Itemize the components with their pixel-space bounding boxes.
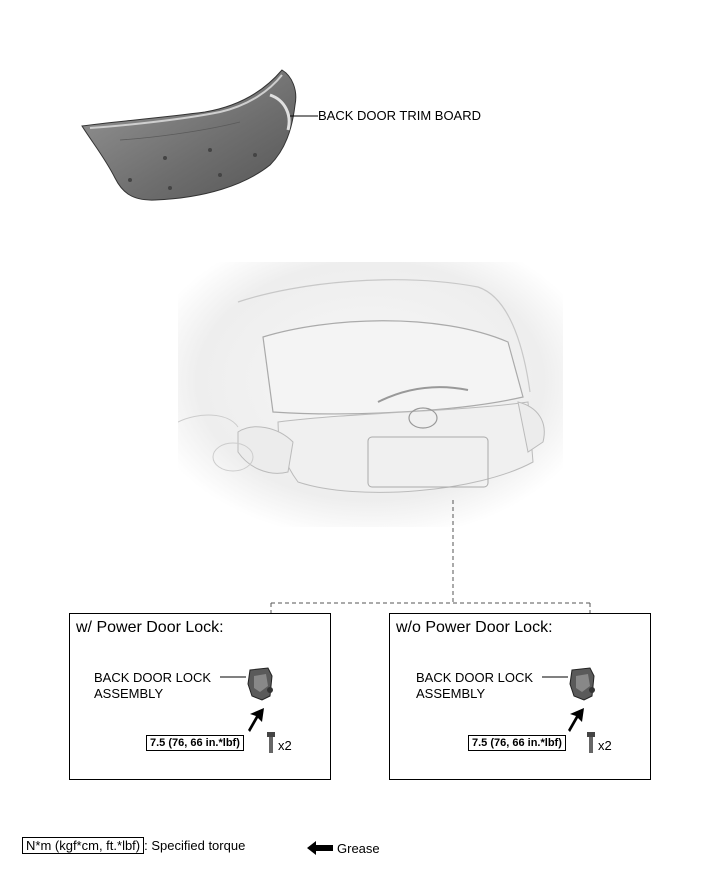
lock-assembly-icon	[564, 666, 602, 704]
quantity-label: x2	[278, 738, 292, 753]
trim-board-leader-line	[290, 100, 320, 120]
torque-value: 7.5 (76, 66 in.*lbf)	[468, 735, 566, 751]
torque-legend-key: N*m (kgf*cm, ft.*lbf)	[22, 837, 144, 854]
trim-board-label: BACK DOOR TRIM BOARD	[318, 108, 482, 123]
part-label-line1: BACK DOOR LOCK	[416, 670, 534, 685]
torque-value: 7.5 (76, 66 in.*lbf)	[146, 735, 244, 751]
grease-legend-arrow-icon	[307, 841, 333, 855]
torque-legend	[22, 838, 245, 854]
part-label-line2: ASSEMBLY	[416, 686, 486, 701]
torque-legend-desc: : Specified torque	[144, 838, 246, 853]
panel-without-power-door-lock	[389, 613, 651, 780]
part-label-line1: BACK DOOR LOCK	[94, 670, 212, 685]
grease-legend-label: Grease	[337, 841, 380, 856]
bolt-icon	[266, 732, 276, 754]
panel-with-power-door-lock	[69, 613, 331, 780]
panel-title: w/o Power Door Lock:	[396, 619, 553, 636]
panel-title: w/ Power Door Lock:	[76, 619, 224, 636]
grease-arrow-icon	[244, 706, 268, 732]
grease-arrow-icon	[564, 706, 588, 732]
lock-assembly-icon	[242, 666, 280, 704]
part-label-line2: ASSEMBLY	[94, 686, 164, 701]
trim-board-illustration	[70, 60, 310, 210]
bolt-icon	[586, 732, 596, 754]
quantity-label: x2	[598, 738, 612, 753]
vehicle-rear-illustration	[178, 262, 563, 527]
